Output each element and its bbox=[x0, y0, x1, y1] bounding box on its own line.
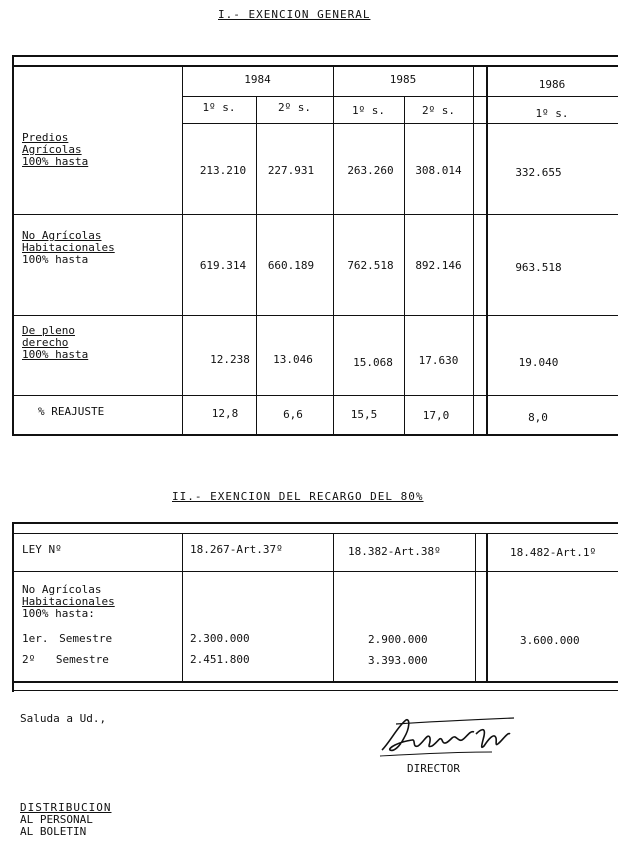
table-cell: 227.931 bbox=[267, 164, 315, 177]
table-cell: 15,5 bbox=[350, 408, 378, 421]
year-header-1985: 1985 bbox=[389, 73, 417, 86]
year-header-1986: 1986 bbox=[538, 78, 566, 91]
semester-header: 2º s. bbox=[277, 101, 312, 114]
table-cell: 892.146 bbox=[415, 259, 462, 272]
table-cell: 332.655 bbox=[515, 166, 562, 179]
semester-header: 2º s. bbox=[421, 104, 456, 117]
row-label-no-agricolas-habitacionales: No Agrícolas Habitacionales 100% hasta bbox=[22, 229, 115, 266]
distribution-item: AL BOLETIN bbox=[20, 825, 87, 838]
table-cell: 213.210 bbox=[199, 164, 247, 177]
table-cell: 2.451.800 bbox=[190, 653, 250, 666]
distribution-title: DISTRIBUCION bbox=[20, 801, 112, 814]
table-cell: 17,0 bbox=[422, 409, 450, 422]
greeting-text: Saluda a Ud., bbox=[20, 712, 107, 725]
table-cell: 619.314 bbox=[199, 259, 247, 272]
table-cell: 15.068 bbox=[353, 356, 393, 369]
table-cell: 19.040 bbox=[518, 356, 559, 369]
table-cell: 8,0 bbox=[528, 411, 548, 424]
table-cell: 308.014 bbox=[415, 164, 462, 177]
law-column-header: 18.267-Art.37º bbox=[190, 543, 283, 556]
table-cell: 17.630 bbox=[418, 354, 459, 367]
row-label-predios-agricolas: Predios Agrícolas 100% hasta bbox=[22, 131, 89, 168]
distribution-block bbox=[20, 802, 111, 838]
section2-category-label: No Agrícolas Habitacionales 100% hasta: bbox=[22, 583, 115, 620]
table-cell: 6,6 bbox=[283, 408, 303, 421]
row-label-de-pleno-derecho: De pleno derecho 100% hasta bbox=[22, 324, 89, 361]
semester-header: 1º s. bbox=[202, 101, 236, 114]
year-header-1984: 1984 bbox=[244, 73, 271, 86]
section1-title: I.- EXENCION GENERAL bbox=[218, 8, 371, 21]
law-label: LEY Nº bbox=[22, 543, 62, 556]
table-cell: 2.900.000 bbox=[368, 633, 428, 646]
table-cell: 660.189 bbox=[267, 259, 315, 272]
row-label-reajuste: % REAJUSTE bbox=[38, 405, 105, 418]
table-cell: 2.300.000 bbox=[190, 632, 250, 645]
table-cell: 12.238 bbox=[210, 353, 250, 366]
semester-label: 1er. Semestre bbox=[22, 632, 113, 645]
table-cell: 13.046 bbox=[273, 353, 313, 366]
table-cell: 12,8 bbox=[211, 407, 239, 420]
table-cell: 762.518 bbox=[347, 259, 394, 272]
semester-header: 1º s. bbox=[351, 104, 386, 117]
distribution-item: AL PERSONAL bbox=[20, 813, 93, 826]
semester-label: 2º Semestre bbox=[22, 653, 109, 666]
table-cell: 263.260 bbox=[347, 164, 394, 177]
semester-header: 1º s. bbox=[535, 107, 569, 120]
director-title: DIRECTOR bbox=[407, 762, 460, 775]
section2-title: II.- EXENCION DEL RECARGO DEL 80% bbox=[172, 490, 424, 503]
table-cell: 3.600.000 bbox=[520, 634, 580, 647]
table-cell: 963.518 bbox=[515, 261, 562, 274]
director-signature bbox=[376, 712, 516, 760]
law-column-header: 18.482-Art.1º bbox=[510, 546, 597, 559]
table-cell: 3.393.000 bbox=[368, 654, 428, 667]
law-column-header: 18.382-Art.38º bbox=[348, 545, 441, 558]
